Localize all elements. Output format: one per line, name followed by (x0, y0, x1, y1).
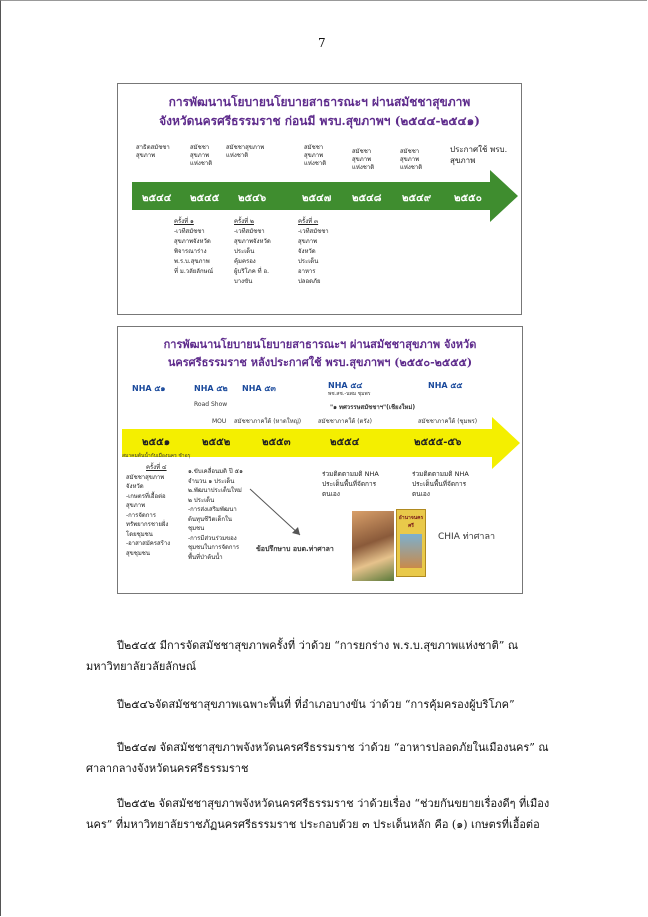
under-arrow-note: สมาคมต้นน้ำกับเมืองนคร ชำอรุ (122, 453, 191, 459)
p1-top-label-0: สาธิตสมัชชา สุขภาพ (136, 144, 170, 159)
p1-top-label-3: สมัชชา สุขภาพ แห่งชาติ (304, 144, 327, 167)
p1-top-label-2: สมัชชาสุขภาพ แห่งชาติ (226, 144, 265, 159)
community-photo (352, 511, 394, 581)
p1-round-2: ครั้งที่ ๒ -เวทีสมัชชา สุขภาพจังหวัด ประเด็น คุ้มครอง ผู้บริโภค ที่ อ. บางขัน (234, 218, 271, 285)
p1-top-label-5: สมัชชา สุขภาพ แห่งชาติ (400, 148, 423, 171)
paragraph-2545-line1: ปี๒๕๔๕ มีการจัดสมัชชาสุขภาพครั้งที่ ว่าด้วย “การยกร่าง พ.ร.บ.สุขภาพแห่งชาติ” ณ (117, 639, 519, 652)
p1-year-2: ๒๕๔๖ (238, 193, 267, 204)
nha-52: NHA ๕๒ (194, 384, 228, 393)
small-note-2: "๑ ทศวรรษสมัชชาฯ"(เชียงใหม่) (330, 404, 416, 411)
p1-top-label-6: ประกาศใช้ พรบ. สุขภาพ (450, 145, 508, 165)
panel1-title-line2: จังหวัดนครศรีธรรมราช ก่อนมี พรบ.สุขภาพฯ (๒๕๔๔-๒๕๔๑) (159, 114, 480, 128)
p1-year-3: ๒๕๔๗ (302, 193, 332, 204)
consult-note: ข้อปรึกษาบ อบต.ท่าศาลา (256, 545, 334, 553)
p2-round-4: ครั้งที่ ๔ สมัชชาสุขภาพ จังหวัด -เกษตรที่เอื้อต่อ สุขภาพ -การจัดการ ทรัพยากรชายฝั่ง โดยชุมชน -อาสาสมัครสร้าง สุขชุมชน (126, 464, 171, 557)
p2-year-0: ๒๕๕๑ (142, 437, 171, 448)
publication-cover-photo: อำนาจนครศรี (396, 509, 426, 577)
nha-51: NHA ๕๑ (132, 384, 166, 393)
mou-label: MOU (212, 418, 227, 425)
connector-arrow (248, 487, 308, 547)
nha-55: NHA ๕๕ (428, 381, 463, 390)
nha-notes-a: ร่วมติดตามมติ NHA ประเด็นพื้นที่จัดการ ตนเอง (322, 470, 379, 498)
p2-year-2: ๒๕๕๓ (262, 437, 291, 448)
paragraph-2547-line1: ปี๒๕๔๗ จัดสมัชชาสุขภาพจังหวัดนครศรีธรรมราช ว่าด้วย “อาหารปลอดภัยในเมืองนคร” ณ (117, 741, 549, 754)
page-number: 7 (318, 36, 326, 50)
p1-year-5: ๒๕๔๙ (402, 193, 432, 204)
p1-round-1: ครั้งที่ ๑ -เวทีสมัชชา สุขภาพจังหวัด พิจารณาร่าง พ.ร.บ.สุขภาพ ที่ ม.วลัยลักษณ์ (174, 218, 214, 275)
region-label-trang: สมัชชาภาคใต้ (ตรัง) (318, 418, 372, 425)
panel1-title-line1: การพัฒนานโยบายนโยบายสาธารณะฯ ผ่านสมัชชาสุขภาพ (168, 95, 471, 109)
p1-top-label-1: สมัชชา สุขภาพ แห่งชาติ (190, 144, 213, 167)
nha-notes-b: ร่วมติดตามมติ NHA ประเด็นพื้นที่จัดการ ตนเอง (412, 470, 469, 498)
p1-top-label-4: สมัชชา สุขภาพ แห่งชาติ (352, 148, 375, 171)
paragraph-2545-line2: มหาวิทยาลัยวลัยลักษณ์ (86, 660, 197, 673)
panel2-title-line2: นครศรีธรรมราช หลังประกาศใช้ พรบ.สุขภาพฯ (๒๕๕๐-๒๕๕๕) (167, 356, 473, 369)
yellow-timeline-arrow (118, 415, 522, 471)
paragraph-2552-line2: นคร” ที่มหาวิทยาลัยราชภัฏนครศรีธรรมราช ประกอบด้วย ๓ ประเด็นหลัก คือ (๑) เกษตรที่เอื้อต่อ (86, 818, 540, 831)
panel2-title-line1: การพัฒนานโยบายนโยบายสาธารณะฯ ผ่านสมัชชาสุขภาพ จังหวัด (163, 338, 477, 351)
p2-middle-notes: ๑.ขับเคลื่อนมติ ปี ๕๑ จำนวน ๑ ประเด็น ๒.พัฒนาประเด็นใหม่ ๒ ประเด็น -การส่งเสริมพัฒนา ต้นทุนชีวิตเด็กใน ชุมชน -การมีส่วนร่วมของ ชุมชนในการจัดการ พื้นที่ป่าต้นน้ำ (188, 468, 243, 561)
p2-year-3: ๒๕๕๔ (330, 437, 360, 448)
p2-year-4: ๒๕๕๕-๕๖ (414, 437, 462, 448)
small-note-1: พช.สช.-นพม ชุมพร (328, 391, 371, 397)
paragraph-2546-line1: ปี๒๕๔๖จัดสมัชชาสุขภาพเฉพาะพื้นที่ ที่อำเภอบางขัน ว่าด้วย “การคุ้มครองผู้บริโภค” (117, 698, 515, 711)
p2-year-1: ๒๕๕๒ (202, 437, 231, 448)
timeline-panel-before-act (117, 83, 522, 315)
p1-year-1: ๒๕๔๕ (190, 193, 220, 204)
p1-year-0: ๒๕๔๔ (142, 193, 172, 204)
region-label-chumphon: สมัชชาภาคใต้ (ชุมพร) (418, 418, 478, 425)
p1-round-3: ครั้งที่ ๓ -เวทีสมัชชา สุขภาพ จังหวัด ประเด็น อาหาร ปลอดภัย (298, 218, 329, 285)
p1-year-4: ๒๕๔๘ (352, 193, 382, 204)
chia-label: CHIA ท่าศาลา (438, 532, 496, 542)
paragraph-2547-line2: ศาลากลางจังหวัดนครศรีธรรมราช (86, 762, 249, 775)
p1-year-6: ๒๕๕๐ (454, 193, 482, 204)
nha-54: NHA ๕๔ (328, 381, 363, 390)
paragraph-2552-line1: ปี๒๕๕๒ จัดสมัชชาสุขภาพจังหวัดนครศรีธรรมราช ว่าด้วยเรื่อง “ช่วยกันขยายเรื่องดีๆ ที่เมือง (117, 797, 550, 810)
nha-53: NHA ๕๓ (242, 384, 276, 393)
road-show-label: Road Show (194, 401, 228, 408)
region-label-hatyai: สมัชชาภาคใต้ (หาดใหญ่) (234, 418, 302, 425)
timeline-panel-after-act (117, 326, 523, 594)
